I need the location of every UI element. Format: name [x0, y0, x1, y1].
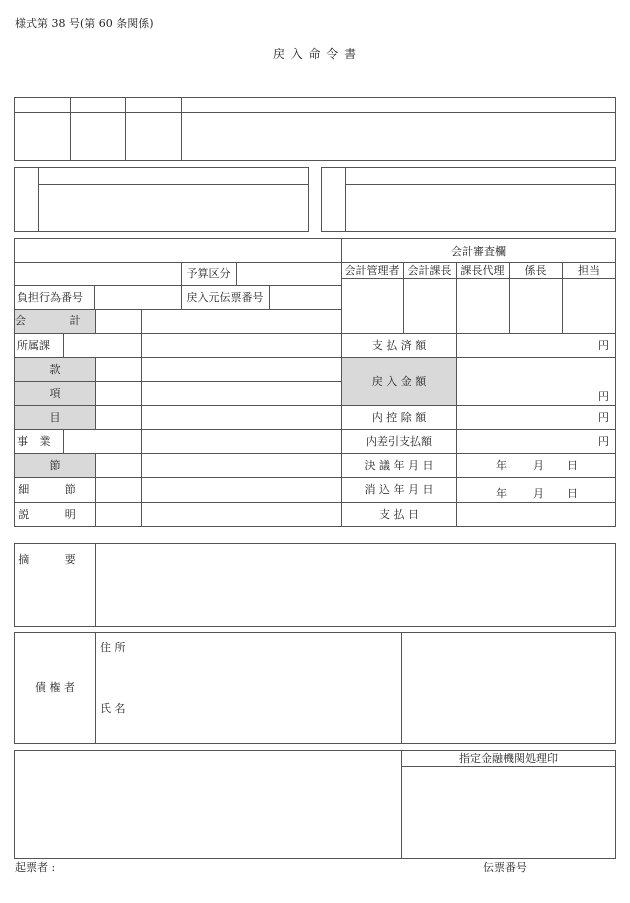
- audit-header: 課長代理: [460, 264, 505, 277]
- audit-column-label: 会計審査欄: [451, 245, 506, 258]
- name-label: 氏 名: [100, 702, 126, 715]
- bank-stamp-label: 指定金融機関処理印: [459, 752, 558, 765]
- decision-date-label: 決 議 年 月 日: [364, 459, 434, 472]
- audit-header: 会計管理者: [344, 264, 400, 277]
- date-year: 年: [496, 487, 507, 500]
- yen-unit: 円: [598, 411, 609, 424]
- audit-header: 係長: [524, 264, 547, 277]
- yen-unit: 円: [598, 339, 609, 352]
- business-label: 事 業: [17, 435, 55, 448]
- setsu-label: 節: [49, 459, 61, 472]
- paid-amount-label: 支 払 済 額: [371, 339, 427, 352]
- burden-act-number-label: 負担行為番号: [17, 291, 83, 304]
- budget-category-label: 予算区分: [186, 267, 231, 280]
- audit-header: 担当: [578, 264, 600, 277]
- date-day: 日: [567, 459, 578, 472]
- cancel-date-label: 消 込 年 月 日: [364, 483, 434, 496]
- net-payment-label: 内差引支払額: [366, 435, 432, 448]
- accounting-label: 会 計: [15, 314, 101, 327]
- refund-source-voucher-label: 戻入元伝票番号: [186, 291, 264, 304]
- address-label: 住 所: [100, 641, 126, 654]
- department-label: 所属課: [17, 339, 50, 352]
- payment-date-label: 支 払 日: [379, 508, 419, 521]
- page-title: 戻 入 命 令 書: [272, 47, 358, 61]
- creditor-label: 債 権 者: [35, 681, 75, 694]
- date-month: 月: [533, 487, 544, 500]
- voucher-number-label: 伝票番号: [483, 861, 527, 874]
- drafter-label: 起票者 :: [15, 861, 56, 874]
- kou-label: 項: [49, 387, 61, 400]
- kan-label: 款: [49, 363, 61, 376]
- yen-unit: 円: [598, 390, 609, 403]
- date-day: 日: [567, 487, 578, 500]
- form-number: 様式第 38 号(第 60 条関係): [15, 17, 154, 30]
- saisetsu-label: 細 節: [18, 483, 92, 496]
- yen-unit: 円: [598, 435, 609, 448]
- deduction-label: 内 控 除 額: [371, 411, 427, 424]
- summary-label: 摘 要: [18, 553, 92, 566]
- audit-header: 会計課長: [407, 264, 452, 277]
- moku-label: 目: [49, 411, 61, 424]
- description-label: 説 明: [18, 508, 92, 521]
- refund-amount-label: 戻 入 金 額: [371, 375, 427, 388]
- date-year: 年: [496, 459, 507, 472]
- date-month: 月: [533, 459, 544, 472]
